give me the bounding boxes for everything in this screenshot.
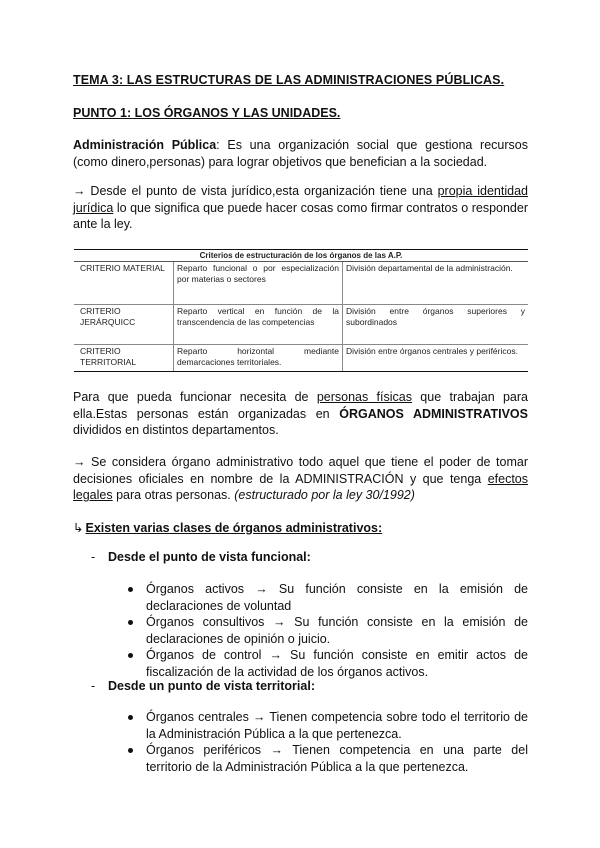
page-title: TEMA 3: LAS ESTRUCTURAS DE LAS ADMINISTRACIONES PÚBLICAS. bbox=[73, 73, 505, 87]
criteria-table bbox=[74, 249, 528, 372]
list-item bbox=[128, 709, 528, 742]
result-cell: División entre órganos centrales y periféricos. bbox=[343, 345, 529, 372]
list-item-text: Órganos periféricos → Tienen competencia en una parte del territorio de la Administración Pública a la que pertenezca. bbox=[146, 743, 528, 774]
legal-identity-underlined: propia identidad jurídica bbox=[73, 184, 528, 215]
result-cell: División entre órganos superiores y subordinados bbox=[343, 305, 529, 345]
physical-persons-suffix: divididos en distintos departamentos. bbox=[73, 423, 279, 437]
list-item bbox=[128, 647, 528, 680]
territorial-list bbox=[128, 709, 528, 775]
organ-definition-prefix: → Se considera órgano administrativo todo aquel que tiene el poder de tomar decisiones oficiales en nombre de la ADMINISTRACIÓN y que tenga bbox=[73, 455, 528, 486]
turn-arrow-icon: ↳ bbox=[73, 521, 84, 535]
result-cell: División departamental de la administración. bbox=[346, 263, 513, 273]
bullet-icon bbox=[128, 620, 133, 625]
functional-heading bbox=[91, 550, 311, 564]
dash-marker: - bbox=[91, 679, 96, 693]
territorial-heading bbox=[91, 679, 315, 693]
bullet-icon bbox=[128, 715, 133, 720]
legal-identity-prefix: → Desde el punto de vista jurídico,esta organización tiene una bbox=[73, 184, 438, 198]
bullet-icon bbox=[128, 653, 133, 658]
list-item bbox=[128, 581, 528, 614]
physical-persons-prefix: Para que pueda funcionar necesita de bbox=[73, 390, 317, 404]
physical-persons-paragraph bbox=[73, 389, 528, 439]
definition-paragraph bbox=[73, 137, 528, 170]
dash-marker: - bbox=[91, 550, 96, 564]
definition-term: Administración Pública bbox=[73, 138, 217, 152]
physical-persons-underlined: personas físicas bbox=[316, 390, 412, 404]
organ-classes-heading-text: Existen varias clases de órganos administrativos: bbox=[85, 521, 383, 535]
legal-identity-suffix: lo que significa que puede hacer cosas como firmar contratos o responder ante la ley. bbox=[73, 200, 528, 231]
table-row bbox=[74, 345, 528, 372]
list-item-text: Órganos centrales → Tienen competencia sobre todo el territorio de la Administración Pública a la que pertenezca. bbox=[146, 710, 528, 741]
physical-persons-bold: ÓRGANOS ADMINISTRATIVOS bbox=[339, 406, 528, 421]
criterion-cell: CRITERIO TERRITORIAL bbox=[74, 345, 174, 372]
legal-identity-paragraph bbox=[73, 183, 528, 233]
organ-definition-suffix: para otras personas. bbox=[112, 488, 235, 502]
list-item-text: Órganos de control → Su función consiste en emitir actos de fiscalización de la actividad de los órganos activos. bbox=[146, 648, 528, 679]
territorial-heading-text: Desde un punto de vista territorial: bbox=[108, 679, 315, 693]
criterion-cell: CRITERIO MATERIAL bbox=[80, 263, 165, 273]
description-cell: Reparto vertical en función de la transcendencia de las competencias bbox=[174, 305, 343, 345]
criterion-cell: CRITERIO JERÁRQUICC bbox=[74, 305, 174, 345]
list-item bbox=[128, 614, 528, 647]
table-row bbox=[74, 305, 528, 345]
table-caption: Criterios de estructuración de los órganos de las A.P. bbox=[74, 250, 528, 262]
description-cell: Reparto horizontal mediante demarcaciones territoriales. bbox=[174, 345, 343, 372]
bullet-icon bbox=[128, 748, 133, 753]
organ-classes-heading bbox=[73, 520, 382, 535]
section-subtitle: PUNTO 1: LOS ÓRGANOS Y LAS UNIDADES. bbox=[73, 106, 341, 120]
table-row bbox=[74, 262, 528, 305]
list-item-text: Órganos activos → Su función consiste en la emisión de declaraciones de voluntad bbox=[146, 582, 528, 613]
physical-persons-middle: que trabajan para ella.Estas personas están organizadas en bbox=[73, 390, 528, 421]
organ-definition-paragraph bbox=[73, 454, 528, 504]
functional-heading-text: Desde el punto de vista funcional: bbox=[108, 550, 311, 564]
organ-definition-underlined: efectos legales bbox=[73, 471, 528, 502]
list-item bbox=[128, 742, 528, 775]
organ-definition-citation: (estructurado por la ley 30/1992) bbox=[234, 488, 415, 502]
bullet-icon bbox=[128, 587, 133, 592]
definition-text: : Es una organización social que gestiona recursos (como dinero,personas) para lograr objetivos que benefician a la sociedad. bbox=[73, 138, 528, 169]
functional-list bbox=[128, 581, 528, 680]
description-cell: Reparto funcional o por especialización por materias o sectores bbox=[174, 262, 343, 305]
list-item-text: Órganos consultivos → Su función consiste en la emisión de declaraciones de opinión o juicio. bbox=[146, 615, 528, 646]
